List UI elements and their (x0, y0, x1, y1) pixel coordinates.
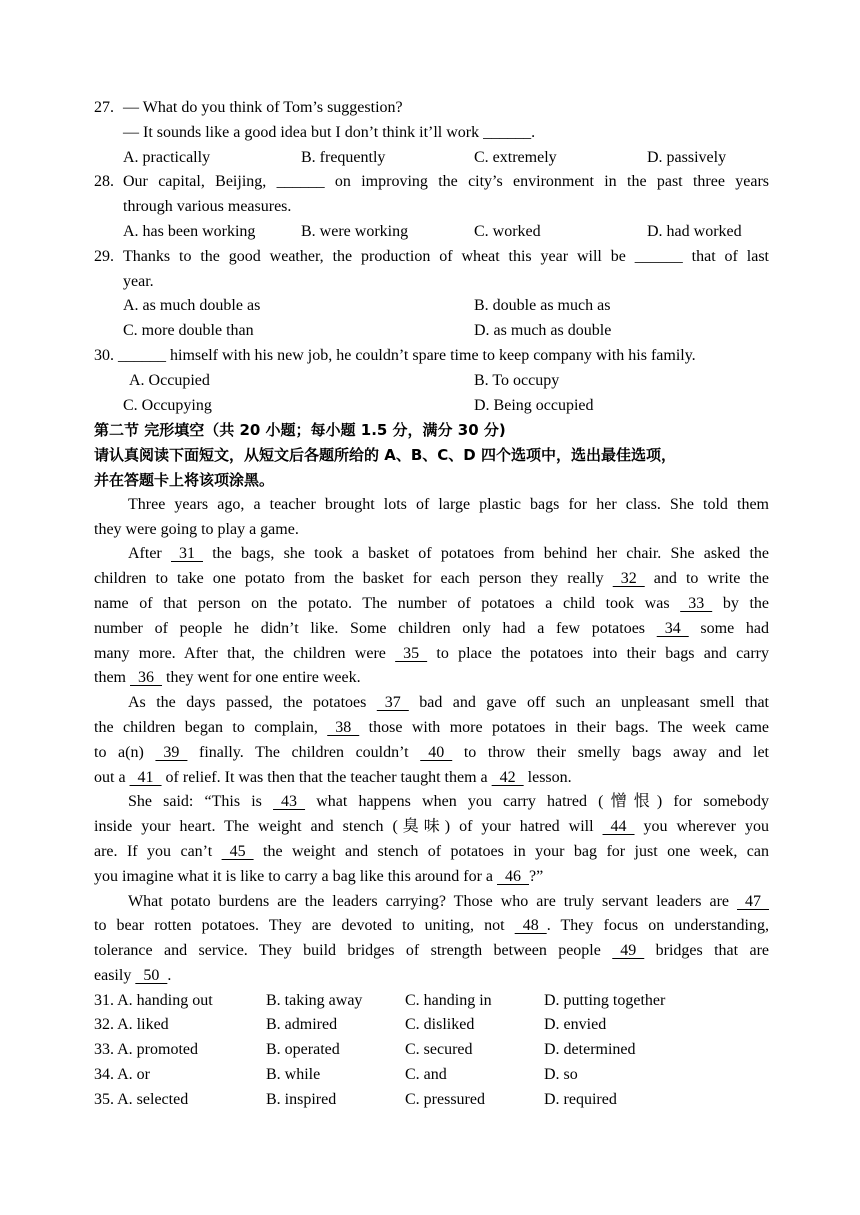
passage-text: many more. After that, the children were (94, 644, 396, 662)
options-row (123, 220, 769, 245)
passage-text: name of that person on the potato. The number of potatoes a child took was (94, 594, 681, 612)
passage-line (94, 642, 769, 667)
passage-line (94, 567, 769, 592)
cloze-blank: 41 (129, 768, 162, 786)
option-b: B. To occupy (474, 371, 560, 389)
passage (94, 493, 769, 989)
question-number: 30. (94, 346, 114, 364)
cloze-blank: 35 (395, 644, 428, 662)
section-instruction: 并在答题卡上将该项涂黑。 (94, 470, 275, 489)
question-text: Our capital, Beijing, ______ on improving the city’s environment in the past three years (123, 173, 769, 191)
passage-text: children to take one potato from the basket for each person they really (94, 570, 613, 588)
cloze-blank: 31 (171, 545, 203, 563)
passage-text: and to write the (644, 570, 770, 588)
question-text: — What do you think of Tom’s suggestion? (123, 99, 403, 116)
cloze-blank: 39 (155, 743, 188, 761)
passage-line (94, 865, 769, 890)
passage-line (94, 716, 769, 741)
question-number: 29. (94, 247, 114, 265)
question-text: through various measures. (123, 198, 292, 216)
passage-line (94, 840, 769, 865)
answer-option-a: 34. A. or (94, 1066, 150, 1084)
question-text: ______ himself with his new job, he couldn’t spare time to keep company with his family. (118, 346, 696, 364)
answer-row (94, 1038, 769, 1063)
answer-option-b: B. inspired (266, 1090, 337, 1108)
cloze-blank: 33 (680, 594, 713, 612)
passage-text: to throw their smelly bags away and let (452, 743, 770, 761)
cloze-blank: 45 (221, 842, 254, 860)
question-number: 27. (94, 99, 114, 116)
passage-text: the bags, she took a basket of potatoes from behind her chair. She asked the (203, 545, 769, 563)
passage-text: After (128, 545, 171, 563)
option-d: D. Being occupied (474, 396, 594, 414)
cloze-blank: 50 (135, 966, 168, 984)
answer-row (94, 1063, 769, 1088)
passage-text: As the days passed, the potatoes (128, 694, 377, 712)
answer-row (94, 1013, 769, 1038)
passage-line (94, 790, 769, 815)
passage-text: by the (712, 594, 769, 612)
option-d: D. passively (647, 148, 727, 166)
passage-text: tolerance and service. They build bridges of strength between people (94, 942, 613, 960)
option-b: B. double as much as (474, 297, 611, 315)
answer-option-a: 35. A. selected (94, 1090, 189, 1108)
passage-text: bad and gave off such an unpleasant smell that (408, 694, 769, 712)
cloze-blank: 49 (612, 942, 645, 960)
answer-option-d: D. determined (544, 1041, 636, 1059)
options-row (123, 394, 769, 419)
passage-line (94, 741, 769, 766)
question-29 (94, 245, 769, 344)
passage-text: some had (688, 619, 769, 637)
passage-text: number of people he didn’t like. Some children only had a few potatoes (94, 619, 657, 637)
answer-row (94, 1088, 769, 1113)
passage-text: the children began to complain, (94, 718, 328, 736)
question-text: — It sounds like a good idea but I don’t think it’ll work ______. (123, 123, 536, 141)
answer-option-a: 33. A. promoted (94, 1041, 198, 1059)
passage-line (94, 914, 769, 939)
passage-line (94, 691, 769, 716)
passage-line (94, 617, 769, 642)
passage-text: those with more potatoes in their bags. The week came (359, 718, 769, 736)
question-text: year. (123, 272, 154, 290)
option-d: D. had worked (647, 222, 742, 240)
options-row (129, 369, 769, 394)
passage-text: . (167, 966, 172, 984)
passage-text: you imagine what it is like to carry a bag like this around for a (94, 867, 497, 885)
cloze-blank: 37 (376, 694, 409, 712)
question-text: Thanks to the good weather, the production of wheat this year will be ______ that of last (123, 247, 769, 265)
options-row (123, 146, 769, 171)
answer-option-d: D. putting together (544, 991, 666, 1009)
option-c: C. worked (474, 222, 541, 240)
cloze-blank: 44 (602, 818, 635, 836)
option-a: A. Occupied (129, 371, 210, 389)
cloze-blank: 38 (327, 718, 360, 736)
cloze-blank: 43 (273, 793, 306, 811)
answer-row (94, 989, 769, 1014)
answer-option-c: C. disliked (405, 1016, 475, 1034)
answer-option-c: C. and (405, 1066, 447, 1084)
cloze-blank: 32 (612, 570, 645, 588)
answer-option-a: 31. A. handing out (94, 991, 213, 1009)
passage-text: ?” (529, 867, 544, 885)
section-instruction: 请认真阅读下面短文，从短文后各题所给的 A、B、C、D 四个选项中，选出最佳选项， (94, 446, 676, 465)
answer-option-b: B. admired (266, 1016, 338, 1034)
cloze-options (94, 989, 769, 1113)
passage-line (94, 666, 769, 691)
cloze-blank: 40 (420, 743, 453, 761)
passage-line: they were going to play a game. (94, 520, 299, 538)
option-b: B. were working (301, 222, 409, 240)
passage-line (94, 964, 769, 989)
passage-text: easily (94, 966, 136, 984)
passage-text: She said: “This is (128, 793, 274, 811)
answer-option-c: C. handing in (405, 991, 492, 1009)
passage-text: they went for one entire week. (162, 669, 361, 687)
passage-text: What potato burdens are the leaders carrying? Those who are truly servant leaders are (128, 892, 737, 910)
cloze-blank: 34 (656, 619, 689, 637)
passage-text: lesson. (523, 768, 572, 786)
passage-line: Three years ago, a teacher brought lots of large plastic bags for her class. She told them (128, 495, 769, 513)
passage-text: are. If you can’t (94, 842, 222, 860)
answer-option-c: C. pressured (405, 1090, 485, 1108)
question-30 (94, 344, 769, 369)
option-c: C. Occupying (123, 396, 212, 414)
option-a: A. practically (123, 148, 211, 166)
option-b: B. frequently (301, 148, 386, 166)
passage-text: out a (94, 768, 130, 786)
answer-option-c: C. secured (405, 1041, 473, 1059)
option-c: C. extremely (474, 148, 557, 166)
answer-option-b: B. while (266, 1066, 321, 1084)
passage-line (94, 542, 769, 567)
question-27 (94, 96, 769, 170)
option-d: D. as much as double (474, 322, 612, 340)
cloze-blank: 42 (491, 768, 524, 786)
passage-text: to place the potatoes into their bags and carry (427, 644, 770, 662)
answer-option-d: D. so (544, 1066, 578, 1084)
question-28 (94, 170, 769, 244)
passage-text: . They focus on understanding, (546, 917, 770, 935)
answer-option-b: B. operated (266, 1041, 340, 1059)
passage-text: what happens when you carry hatred (憎恨) for somebody (305, 793, 769, 811)
options-row (123, 294, 769, 319)
passage-line (94, 890, 769, 915)
cloze-blank: 46 (497, 867, 529, 885)
passage-text: to bear rotten potatoes. They are devoted to uniting, not (94, 917, 515, 935)
answer-option-d: D. envied (544, 1016, 607, 1034)
option-a: A. has been working (123, 222, 256, 240)
passage-text: them (94, 669, 130, 687)
answer-option-b: B. taking away (266, 991, 363, 1009)
passage-text: inside your heart. The weight and stench (臭味) of your hatred will (94, 818, 603, 836)
passage-text: you wherever you (634, 818, 769, 836)
passage-line (94, 766, 769, 791)
passage-line (94, 592, 769, 617)
question-number: 28. (94, 173, 114, 191)
options-row (123, 319, 769, 344)
answer-option-a: 32. A. liked (94, 1016, 169, 1034)
passage-text: bridges that are (644, 942, 770, 960)
exam-page (94, 96, 769, 1113)
passage-text: the weight and stench of potatoes in your bag for just one week, can (253, 842, 770, 860)
option-a: A. as much double as (123, 297, 261, 315)
cloze-blank: 47 (737, 892, 769, 910)
cloze-blank: 36 (130, 669, 162, 687)
answer-option-d: D. required (544, 1090, 617, 1108)
passage-text: finally. The children couldn’t (187, 743, 421, 761)
passage-line (94, 815, 769, 840)
option-c: C. more double than (123, 322, 254, 340)
section-heading: 第二节 完形填空（共 20 小题；每小题 1.5 分，满分 30 分) (94, 421, 506, 440)
passage-text: to a(n) (94, 743, 156, 761)
passage-line (94, 939, 769, 964)
passage-text: of relief. It was then that the teacher taught them a (161, 768, 492, 786)
cloze-blank: 48 (514, 917, 547, 935)
